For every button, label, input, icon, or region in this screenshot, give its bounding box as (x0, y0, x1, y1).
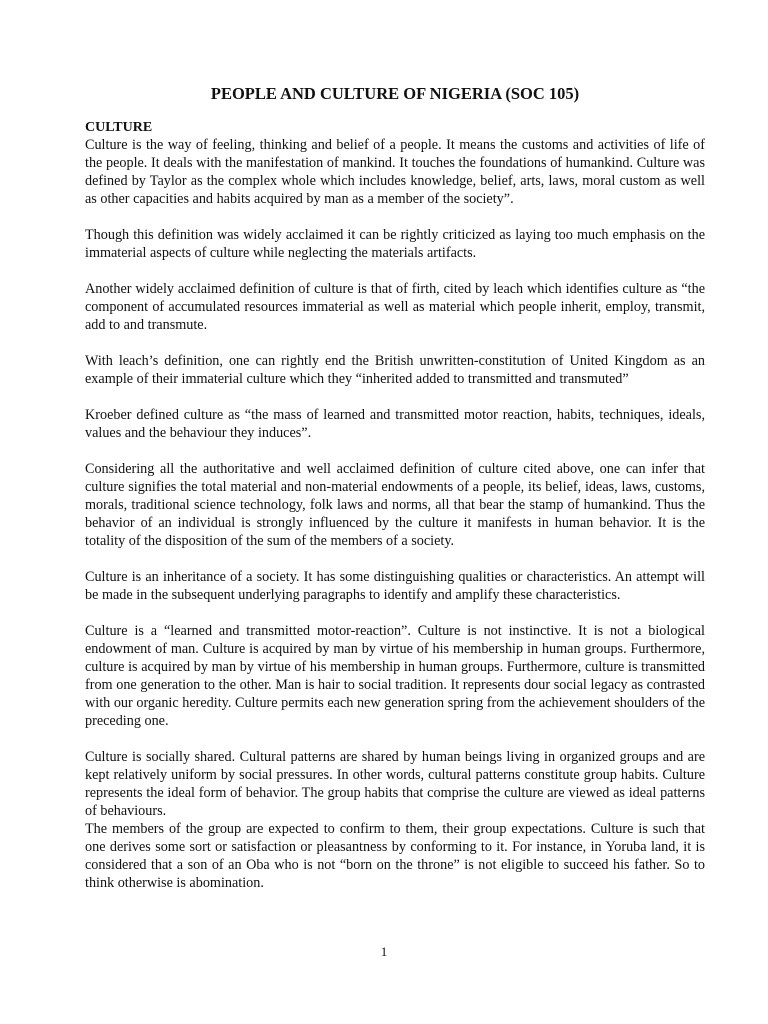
paragraph-10: The members of the group are expected to confirm to them, their group expectations. Culture is such that one derives some sort or satisfaction or pleasantness by conforming to it. For instance, in Yoruba land, it is considered that a son of an Oba who is not “born on the throne” is not eligible to succeed his father. So to think otherwise is abomination. (85, 821, 705, 891)
paragraph-4: With leach’s definition, one can rightly end the British unwritten-constitution of United Kingdom as an example of their immaterial culture which they “inherited added to transmitted and transmuted” (85, 353, 705, 387)
paragraph-1: Culture is the way of feeling, thinking and belief of a people. It means the customs and activities of life of the people. It deals with the manifestation of mankind. It touches the foundations of humankind. Culture was defined by Taylor as the complex whole which includes knowledge, belief, arts, laws, moral custom as well as other capacities and habits acquired by man as a member of the society”. (85, 137, 705, 207)
paragraph-2: Though this definition was widely acclaimed it can be rightly criticized as laying too much emphasis on the immaterial aspects of culture while neglecting the materials artifacts. (85, 227, 705, 261)
paragraph-7: Culture is an inheritance of a society. It has some distinguishing qualities or characteristics. An attempt will be made in the subsequent underlying paragraphs to identify and amplify these characteristics. (85, 569, 705, 603)
section-heading-culture: CULTURE (85, 120, 153, 135)
paragraph-6: Considering all the authoritative and well acclaimed definition of culture cited above, one can infer that culture signifies the total material and non-material endowments of a people, its belief, ideas, laws, customs, morals, traditional science technology, folk laws and norms, all that bear the stamp of humankind. Thus the behavior of an individual is strongly influenced by the culture it manifests in human behavior. It is the totality of the disposition of the sum of the members of a society. (85, 461, 705, 549)
page-number: 1 (380, 944, 388, 959)
paragraph-3: Another widely acclaimed definition of culture is that of firth, cited by leach which identifies culture as “the component of accumulated resources immaterial as well as material which people inherit, employ, transmit, add to and transmute. (85, 281, 705, 333)
paragraph-9: Culture is socially shared. Cultural patterns are shared by human beings living in organized groups and are kept relatively uniform by social pressures. In other words, cultural patterns constitute group habits. Culture represents the ideal form of behavior. The group habits that comprise the culture are viewed as ideal patterns of behaviours. (85, 749, 705, 819)
paragraph-8: Culture is a “learned and transmitted motor-reaction”. Culture is not instinctive. It is not a biological endowment of man. Culture is acquired by man by virtue of his membership in human groups. Furthermore, culture is acquired by man by virtue of his membership in human groups. Furthermore, culture is transmitted from one generation to the other. Man is hair to social tradition. It represents dour social legacy as contrasted with our organic heredity. Culture permits each new generation spring from the achievement shoulders of the preceding one. (85, 623, 705, 729)
paragraph-5: Kroeber defined culture as “the mass of learned and transmitted motor reaction, habits, techniques, ideals, values and the behaviour they induces”. (85, 407, 705, 441)
document-title: PEOPLE AND CULTURE OF NIGERIA (SOC 105) (210, 84, 580, 103)
document-page (85, 84, 705, 892)
